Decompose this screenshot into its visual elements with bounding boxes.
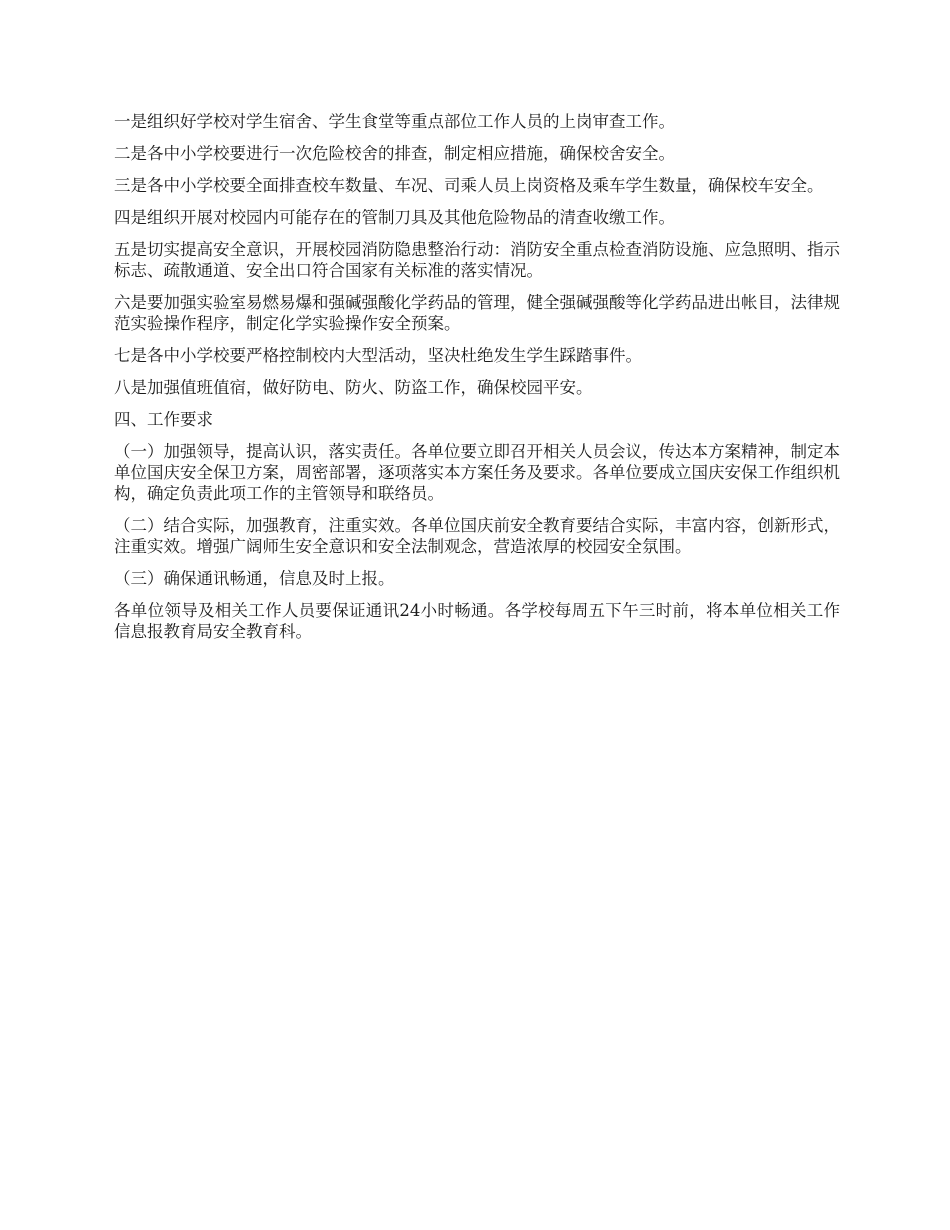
paragraph-5: 五是切实提高安全意识，开展校园消防隐患整治行动：消防安全重点检查消防设施、应急照明、指示标志、疏散通道、安全出口符合国家有关标准的落实情况。 xyxy=(114,240,840,280)
document-body xyxy=(114,111,840,653)
requirement-1: （一）加强领导，提高认识，落实责任。各单位要立即召开相关人员会议，传达本方案精神，制定本单位国庆安全保卫方案，周密部署，逐项落实本方案任务及要求。各单位要成立国庆安保工作组织机构，确定负责此项工作的主管领导和联络员。 xyxy=(114,442,840,503)
section-heading-work-requirements: 四、工作要求 xyxy=(114,410,213,429)
paragraph-1: 一是组织好学校对学生宿舍、学生食堂等重点部位工作人员的上岗审查工作。 xyxy=(114,112,675,131)
requirement-3: （三）确保通讯畅通，信息及时上报。 xyxy=(114,569,395,588)
paragraph-6: 六是要加强实验室易燃易爆和强碱强酸化学药品的管理，健全强碱强酸等化学药品进出帐目，法律规范实验操作程序，制定化学实验操作安全预案。 xyxy=(114,293,840,333)
paragraph-4: 四是组织开展对校园内可能存在的管制刀具及其他危险物品的清查收缴工作。 xyxy=(114,208,675,227)
requirement-2: （二）结合实际，加强教育，注重实效。各单位国庆前安全教育要结合实际，丰富内容，创新形式，注重实效。增强广阔师生安全意识和安全法制观念，营造浓厚的校园安全氛围。 xyxy=(114,516,840,556)
paragraph-3: 三是各中小学校要全面排查校车数量、车况、司乘人员上岗资格及乘车学生数量，确保校车安全。 xyxy=(114,176,824,195)
paragraph-7: 七是各中小学校要严格控制校内大型活动，坚决杜绝发生学生踩踏事件。 xyxy=(114,346,642,365)
paragraph-2: 二是各中小学校要进行一次危险校舍的排查，制定相应措施，确保校舍安全。 xyxy=(114,144,675,163)
paragraph-8: 八是加强值班值宿，做好防电、防火、防盗工作，确保校园平安。 xyxy=(114,378,593,397)
closing-paragraph: 各单位领导及相关工作人员要保证通讯24小时畅通。各学校每周五下午三时前，将本单位相关工作信息报教育局安全教育科。 xyxy=(114,601,840,641)
